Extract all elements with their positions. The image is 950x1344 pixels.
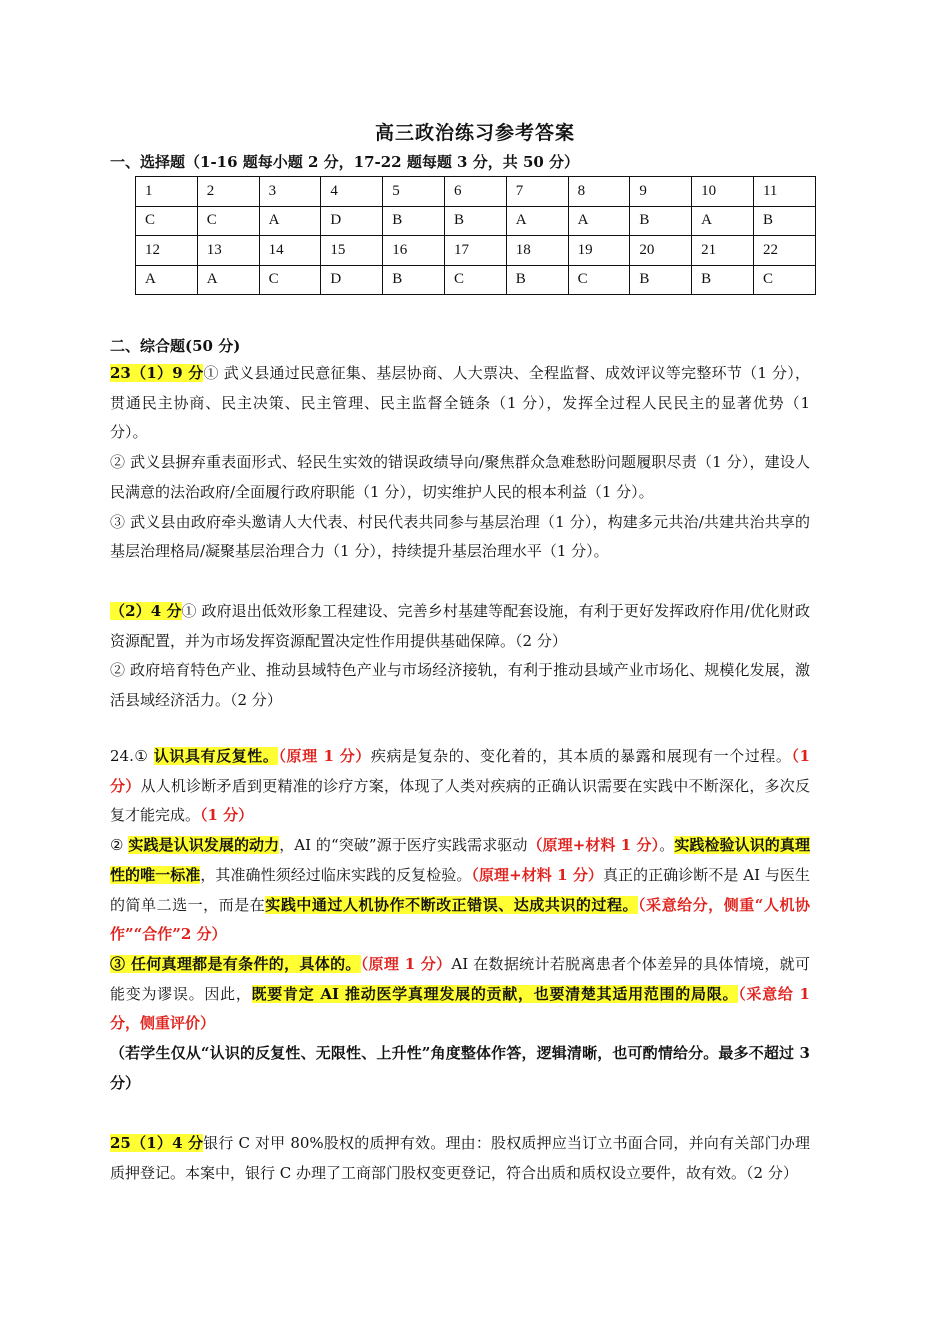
table-cell: 11 — [753, 177, 815, 207]
table-cell: C — [259, 265, 321, 295]
q24-score8: （采意给 1 分，侧重评价） — [110, 984, 810, 1033]
q24-score2: （1 分） — [110, 747, 810, 795]
table-cell: A — [506, 206, 568, 236]
q24-item1 — [110, 742, 810, 831]
table-cell: D — [321, 265, 383, 295]
table-cell: A — [259, 206, 321, 236]
q24-score3: （1 分） — [200, 806, 254, 825]
q25-1-score-tag: 25（1）4 分 — [110, 1134, 204, 1152]
table-cell: 18 — [506, 236, 568, 266]
q24-text1: 疾病是复杂的、变化着的，其本质的暴露和展现有一个过程。 — [370, 747, 792, 765]
q24-principle1: 认识具有反复性。 — [153, 747, 279, 765]
table-cell: C — [568, 265, 630, 295]
q23-1-text: ① 武义县通过民意征集、基层协商、人大票决、全程监督、成效评议等完整环节（1 分），贯通民主协商、民主决策、民主管理、民主监督全链条（1 分），发挥全过程人民民主的显著优势（1 分）。 — [110, 364, 810, 442]
table-row — [136, 236, 816, 266]
table-cell: B — [383, 206, 445, 236]
table-cell: B — [630, 265, 692, 295]
q24-score6: （采意给分，侧重“人机协作”“合作”2 分） — [110, 895, 810, 944]
table-cell: A — [136, 265, 198, 295]
table-cell: B — [630, 206, 692, 236]
table-cell: A — [197, 265, 259, 295]
page-title: 高三政治练习参考答案 — [374, 122, 575, 144]
q24-note: （若学生仅从“认识的反复性、无限性、上升性”角度整体作答，逻辑清晰，也可酌情给分。最多不超过 3 分） — [110, 1044, 810, 1092]
q23-item1 — [110, 359, 810, 448]
q24-text4: ，其准确性须经过临床实践的反复检验。 — [200, 865, 472, 884]
q23-2-item1 — [110, 597, 810, 656]
q24-text3: ，AI 的“突破”源于医疗实践需求驱动 — [279, 836, 528, 855]
q23-2-score-tag: （2）4 分 — [110, 602, 182, 620]
table-cell: C — [753, 265, 815, 295]
table-cell: 17 — [444, 236, 506, 266]
q23-part2 — [110, 597, 810, 716]
table-cell: C — [444, 265, 506, 295]
table-cell: 3 — [259, 177, 321, 207]
q24-principle4: ③ 任何真理都是有条件的，具体的。 — [110, 954, 361, 973]
table-cell: 12 — [136, 236, 198, 266]
q24-item3 — [110, 950, 810, 1039]
q23-item2: ② 武义县摒弃重表面形式、轻民生实效的错误政绩导向/聚焦群众急难愁盼问题履职尽责（1 分），建设人民满意的法治政府/全面履行政府职能（1 分），切实维护人民的根本利益（1 分）。 — [110, 453, 810, 501]
q24-principle3: 实践检验认识的真理性的唯一标准 — [110, 836, 810, 884]
q23-1-score-tag: 23（1）9 分 — [110, 364, 204, 382]
section1-heading: 一、选择题（1-16 题每小题 2 分，17-22 题每题 3 分，共 50 分） — [110, 153, 580, 171]
q23-part1 — [110, 359, 810, 567]
q24-period: 。 — [659, 836, 675, 855]
table-cell: D — [321, 206, 383, 236]
q25-item1 — [110, 1129, 810, 1188]
q23-2-item2: ② 政府培育特色产业、推动县域特色产业与市场经济接轨，有利于推动县域产业市场化、规模化发展，激活县域经济活力。（2 分） — [110, 661, 810, 710]
table-cell: 1 — [136, 177, 198, 207]
table-cell: 7 — [506, 177, 568, 207]
table-cell: 13 — [197, 236, 259, 266]
q24-score7: （原理 1 分） — [360, 954, 452, 973]
q24-principle2: 实践是认识发展的动力 — [128, 836, 280, 855]
q24-highlight1: 实践中通过人机协作不断改正错误、达成共识的过程。 — [265, 895, 639, 914]
table-row — [136, 265, 816, 295]
table-cell: 2 — [197, 177, 259, 207]
q24-text5: 真正的正确诊断不是 AI 与医生的简单二选一，而是在 — [110, 865, 810, 914]
table-cell: 4 — [321, 177, 383, 207]
q25-1-text: 银行 C 对甲 80%股权的质押有效。理由：股权质押应当订立书面合同，并向有关部门办理质押登记。本案中，银行 C 办理了工商部门股权变更登记，符合出质和质权设立要件，故有效。（2 分） — [110, 1134, 810, 1182]
table-cell: 6 — [444, 177, 506, 207]
table-cell: 19 — [568, 236, 630, 266]
table-cell: 16 — [383, 236, 445, 266]
table-cell: B — [753, 206, 815, 236]
table-cell: 15 — [321, 236, 383, 266]
table-cell: 20 — [630, 236, 692, 266]
table-cell: A — [692, 206, 754, 236]
table-cell: 8 — [568, 177, 630, 207]
table-cell: 22 — [753, 236, 815, 266]
q24-score4: （原理+材料 1 分） — [527, 836, 660, 855]
answer-table — [135, 176, 816, 295]
q24-marker2: ② — [110, 836, 124, 855]
table-cell: C — [136, 206, 198, 236]
table-cell: 10 — [692, 177, 754, 207]
table-cell: B — [383, 265, 445, 295]
table-row — [136, 206, 816, 236]
q24 — [110, 742, 810, 1098]
section2-heading: 二、综合题(50 分) — [110, 337, 241, 355]
q25-part1 — [110, 1129, 810, 1188]
table-cell: B — [444, 206, 506, 236]
table-cell: 14 — [259, 236, 321, 266]
q23-2-text: ① 政府退出低效形象工程建设、完善乡村基建等配套设施，有利于更好发挥政府作用/优化财政资源配置，并为市场发挥资源配置决定性作用提供基础保障。（2 分） — [110, 602, 810, 650]
table-cell: C — [197, 206, 259, 236]
q24-text6: AI 在数据统计若脱离患者个体差异的具体情境，就可能变为谬误。因此， — [110, 954, 810, 1003]
table-cell: 9 — [630, 177, 692, 207]
q24-text2: 从人机诊断矛盾到更精准的诊疗方案，体现了人类对疾病的正确认识需要在实践中不断深化，多次反复才能完成。 — [110, 776, 810, 825]
table-cell: 5 — [383, 177, 445, 207]
q23-item3: ③ 武义县由政府牵头邀请人大代表、村民代表共同参与基层治理（1 分），构建多元共治/共建共治共享的基层治理格局/凝聚基层治理合力（1 分），持续提升基层治理水平（1 分）。 — [110, 512, 810, 561]
q24-item2 — [110, 831, 810, 950]
q24-score5: （原理+材料 1 分） — [471, 865, 603, 884]
q24-score1: （原理 1 分） — [278, 747, 371, 765]
q24-number: 24.① — [110, 747, 149, 765]
table-row — [136, 177, 816, 207]
table-cell: B — [506, 265, 568, 295]
table-cell: B — [692, 265, 754, 295]
q24-highlight2: 既要肯定 AI 推动医学真理发展的贡献，也要清楚其适用范围的局限。 — [251, 984, 739, 1003]
table-cell: 21 — [692, 236, 754, 266]
table-cell: A — [568, 206, 630, 236]
